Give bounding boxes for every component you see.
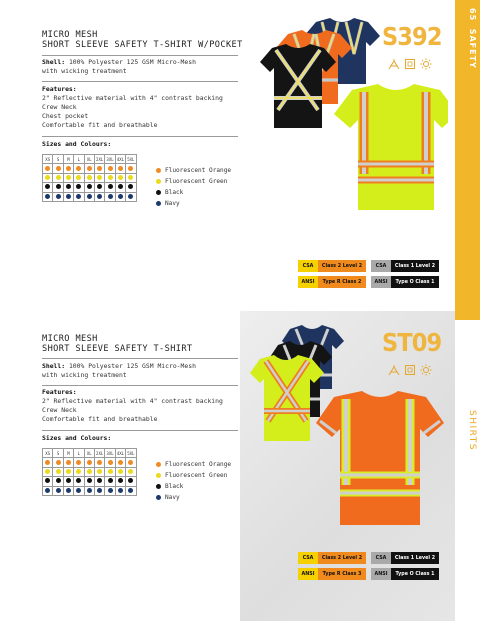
product-title-line1: MICRO MESH bbox=[42, 334, 98, 344]
colour-dot-icon bbox=[108, 184, 113, 189]
availability-cell bbox=[115, 467, 125, 476]
product-title-line2: SHORT SLEEVE SAFETY T-SHIRT bbox=[42, 344, 193, 354]
availability-cell bbox=[43, 173, 53, 182]
availability-cell bbox=[74, 173, 84, 182]
availability-cell bbox=[105, 458, 115, 467]
availability-cell bbox=[94, 467, 104, 476]
colour-dot-icon bbox=[156, 179, 161, 184]
colour-dot-icon bbox=[76, 488, 81, 493]
colour-dot-icon bbox=[128, 460, 133, 465]
colour-dot-icon bbox=[76, 460, 81, 465]
availability-cell bbox=[105, 164, 115, 173]
shell-line1: 100% Polyester 125 GSM Micro-Mesh bbox=[68, 58, 196, 66]
product-code: ST09 bbox=[382, 328, 442, 357]
availability-cell bbox=[84, 467, 94, 476]
availability-cell bbox=[74, 477, 84, 486]
legend-item bbox=[156, 198, 231, 209]
availability-cell bbox=[115, 183, 125, 192]
size-header-cell: M bbox=[63, 449, 73, 458]
colour-dot-icon bbox=[128, 469, 133, 474]
availability-cell bbox=[126, 192, 136, 201]
colour-dot-icon bbox=[66, 460, 71, 465]
legend-label: Black bbox=[165, 189, 184, 196]
colour-dot-icon bbox=[97, 184, 102, 189]
colour-dot-icon bbox=[108, 488, 113, 493]
colour-dot-icon bbox=[128, 175, 133, 180]
availability-cell bbox=[115, 164, 125, 173]
colour-dot-icon bbox=[108, 478, 113, 483]
colour-dot-icon bbox=[118, 478, 123, 483]
availability-cell bbox=[105, 467, 115, 476]
colour-row bbox=[43, 477, 137, 486]
availability-cell bbox=[115, 477, 125, 486]
availability-cell bbox=[126, 183, 136, 192]
availability-cell bbox=[63, 458, 73, 467]
availability-cell bbox=[115, 458, 125, 467]
size-header-cell: XL bbox=[84, 449, 94, 458]
feature-item: Comfortable fit and breathable bbox=[42, 121, 158, 129]
availability-cell bbox=[53, 173, 63, 182]
shell-line2: with wicking treatment bbox=[42, 67, 127, 75]
colour-dot-icon bbox=[97, 488, 102, 493]
availability-cell bbox=[53, 458, 63, 467]
colour-dot-icon bbox=[156, 201, 161, 206]
availability-cell bbox=[63, 486, 73, 495]
colour-dot-icon bbox=[108, 460, 113, 465]
colour-dot-icon bbox=[108, 469, 113, 474]
ansi-badge: ANSI Type O Class 1 bbox=[371, 276, 439, 288]
availability-cell bbox=[105, 173, 115, 182]
size-header-cell: L bbox=[74, 155, 84, 164]
availability-cell bbox=[115, 173, 125, 182]
size-header-cell: 5XL bbox=[126, 155, 136, 164]
product-section-s392 bbox=[0, 0, 455, 311]
availability-cell bbox=[94, 458, 104, 467]
colour-dot-icon bbox=[76, 175, 81, 180]
availability-cell bbox=[43, 458, 53, 467]
csa-badge: CSA Class 1 Level 2 bbox=[371, 552, 439, 564]
certification-badges bbox=[298, 260, 439, 292]
colour-dot-icon bbox=[56, 166, 61, 171]
colour-dot-icon bbox=[66, 478, 71, 483]
availability-cell bbox=[43, 164, 53, 173]
colour-dot-icon bbox=[66, 166, 71, 171]
divider bbox=[42, 81, 238, 82]
csa-badge: CSA Class 2 Level 2 bbox=[298, 552, 366, 564]
colour-dot-icon bbox=[56, 194, 61, 199]
features-label: Features: bbox=[42, 388, 77, 396]
sizes-label: Sizes and Colours: bbox=[42, 434, 112, 442]
availability-cell bbox=[74, 164, 84, 173]
size-header-cell: XL bbox=[84, 155, 94, 164]
colour-dot-icon bbox=[97, 175, 102, 180]
features-list bbox=[42, 388, 223, 424]
colour-dot-icon bbox=[56, 478, 61, 483]
sizes-heading bbox=[42, 434, 111, 443]
colour-row bbox=[43, 183, 137, 192]
colour-dot-icon bbox=[118, 460, 123, 465]
shell-description bbox=[42, 362, 196, 380]
availability-cell bbox=[63, 192, 73, 201]
size-header-cell: XS bbox=[43, 155, 53, 164]
colour-dot-icon bbox=[97, 469, 102, 474]
legend-label: Fluorescent Orange bbox=[165, 461, 232, 468]
availability-cell bbox=[84, 486, 94, 495]
colour-dot-icon bbox=[45, 194, 50, 199]
colour-dot-icon bbox=[128, 194, 133, 199]
colour-dot-icon bbox=[108, 166, 113, 171]
availability-cell bbox=[84, 164, 94, 173]
colour-dot-icon bbox=[97, 194, 102, 199]
size-header-cell: L bbox=[74, 449, 84, 458]
colour-dot-icon bbox=[66, 194, 71, 199]
availability-cell bbox=[94, 486, 104, 495]
availability-cell bbox=[115, 192, 125, 201]
colour-dot-icon bbox=[108, 194, 113, 199]
availability-cell bbox=[126, 486, 136, 495]
colour-dot-icon bbox=[66, 488, 71, 493]
availability-cell bbox=[84, 183, 94, 192]
size-header-cell: S bbox=[53, 155, 63, 164]
pocket-icon bbox=[404, 58, 416, 70]
ansi-badge: ANSI Type O Class 1 bbox=[371, 568, 439, 580]
availability-cell bbox=[74, 467, 84, 476]
colour-dot-icon bbox=[76, 469, 81, 474]
availability-cell bbox=[126, 458, 136, 467]
legend-label: Black bbox=[165, 483, 184, 490]
colour-dot-icon bbox=[45, 184, 50, 189]
colour-legend bbox=[156, 459, 231, 503]
availability-cell bbox=[43, 192, 53, 201]
pocket-icon bbox=[404, 364, 416, 376]
availability-cell bbox=[63, 164, 73, 173]
product-title-line2: SHORT SLEEVE SAFETY T-SHIRT W/POCKET bbox=[42, 40, 243, 50]
colour-dot-icon bbox=[66, 184, 71, 189]
legend-item bbox=[156, 470, 231, 481]
size-header-cell: 5XL bbox=[126, 449, 136, 458]
colour-dot-icon bbox=[118, 184, 123, 189]
availability-cell bbox=[53, 192, 63, 201]
colour-dot-icon bbox=[128, 166, 133, 171]
availability-cell bbox=[53, 164, 63, 173]
colour-dot-icon bbox=[76, 194, 81, 199]
colour-dot-icon bbox=[128, 184, 133, 189]
colour-dot-icon bbox=[118, 488, 123, 493]
colour-dot-icon bbox=[156, 190, 161, 195]
availability-cell bbox=[105, 183, 115, 192]
colour-dot-icon bbox=[56, 184, 61, 189]
fluorescent-orange-shirt-image bbox=[316, 391, 444, 525]
colour-row bbox=[43, 192, 137, 201]
colour-dot-icon bbox=[108, 175, 113, 180]
sun-icon bbox=[420, 364, 432, 376]
sizes-label: Sizes and Colours: bbox=[42, 140, 112, 148]
size-header-cell: 2XL bbox=[94, 449, 104, 458]
divider bbox=[42, 358, 238, 359]
availability-cell bbox=[126, 477, 136, 486]
availability-cell bbox=[53, 183, 63, 192]
availability-cell bbox=[115, 486, 125, 495]
colour-dot-icon bbox=[76, 166, 81, 171]
side-top-label: SAFETY bbox=[468, 28, 477, 69]
legend-item bbox=[156, 459, 231, 470]
feature-item: Comfortable fit and breathable bbox=[42, 415, 158, 423]
availability-cell bbox=[94, 477, 104, 486]
colour-dot-icon bbox=[118, 194, 123, 199]
breathable-icon bbox=[388, 364, 400, 376]
fluorescent-green-shirt-image bbox=[334, 84, 448, 210]
divider bbox=[42, 430, 238, 431]
legend-label: Fluorescent Green bbox=[165, 178, 228, 185]
legend-label: Fluorescent Green bbox=[165, 472, 228, 479]
product-section-st09 bbox=[0, 311, 455, 621]
legend-item bbox=[156, 165, 231, 176]
csa-badge: CSA Class 1 Level 2 bbox=[371, 260, 439, 272]
availability-cell bbox=[126, 164, 136, 173]
availability-cell bbox=[63, 467, 73, 476]
feature-item: 2" Reflective material with 4" contrast backing bbox=[42, 94, 223, 102]
certification-badges bbox=[298, 552, 439, 584]
feature-item: Crew Neck bbox=[42, 103, 77, 111]
colour-dot-icon bbox=[128, 478, 133, 483]
sun-icon bbox=[420, 58, 432, 70]
breathable-icon bbox=[388, 58, 400, 70]
availability-cell bbox=[53, 467, 63, 476]
legend-label: Navy bbox=[165, 200, 180, 207]
size-header-cell: 4XL bbox=[115, 449, 125, 458]
colour-dot-icon bbox=[156, 462, 161, 467]
colour-dot-icon bbox=[156, 473, 161, 478]
colour-dot-icon bbox=[45, 166, 50, 171]
feature-icons bbox=[388, 364, 432, 376]
availability-cell bbox=[53, 477, 63, 486]
colour-dot-icon bbox=[156, 495, 161, 500]
colour-dot-icon bbox=[97, 166, 102, 171]
availability-cell bbox=[43, 467, 53, 476]
colour-dot-icon bbox=[156, 484, 161, 489]
colour-dot-icon bbox=[45, 175, 50, 180]
availability-cell bbox=[84, 173, 94, 182]
availability-cell bbox=[74, 192, 84, 201]
availability-cell bbox=[74, 458, 84, 467]
legend-item bbox=[156, 176, 231, 187]
colour-dot-icon bbox=[87, 175, 92, 180]
shell-label: Shell: bbox=[42, 58, 66, 66]
colour-dot-icon bbox=[45, 488, 50, 493]
availability-cell bbox=[63, 183, 73, 192]
availability-cell bbox=[43, 477, 53, 486]
availability-cell bbox=[105, 477, 115, 486]
colour-dot-icon bbox=[76, 184, 81, 189]
colour-dot-icon bbox=[45, 469, 50, 474]
availability-cell bbox=[74, 183, 84, 192]
colour-dot-icon bbox=[66, 469, 71, 474]
colour-dot-icon bbox=[87, 488, 92, 493]
ansi-badge: ANSI Type R Class 3 bbox=[298, 568, 366, 580]
colour-dot-icon bbox=[56, 175, 61, 180]
availability-cell bbox=[126, 173, 136, 182]
legend-item bbox=[156, 481, 231, 492]
page-number: 65 bbox=[468, 8, 477, 22]
availability-cell bbox=[84, 477, 94, 486]
availability-cell bbox=[105, 192, 115, 201]
legend-item bbox=[156, 187, 231, 198]
divider bbox=[42, 136, 238, 137]
colour-dot-icon bbox=[76, 478, 81, 483]
colour-row bbox=[43, 467, 137, 476]
size-header-cell: 2XL bbox=[94, 155, 104, 164]
colour-row bbox=[43, 458, 137, 467]
colour-row bbox=[43, 486, 137, 495]
colour-row bbox=[43, 164, 137, 173]
csa-badge: CSA Class 2 Level 2 bbox=[298, 260, 366, 272]
availability-cell bbox=[94, 173, 104, 182]
size-header-cell: 3XL bbox=[105, 155, 115, 164]
size-header-cell: M bbox=[63, 155, 73, 164]
availability-cell bbox=[43, 486, 53, 495]
colour-dot-icon bbox=[87, 460, 92, 465]
colour-dot-icon bbox=[87, 166, 92, 171]
availability-cell bbox=[63, 173, 73, 182]
size-header-cell: XS bbox=[43, 449, 53, 458]
shell-line1: 100% Polyester 125 GSM Micro-Mesh bbox=[68, 362, 196, 370]
colour-dot-icon bbox=[45, 478, 50, 483]
availability-cell bbox=[126, 467, 136, 476]
side-category-label: SHIRTS bbox=[467, 410, 477, 451]
product-title bbox=[42, 30, 243, 50]
colour-dot-icon bbox=[128, 488, 133, 493]
availability-cell bbox=[74, 486, 84, 495]
availability-cell bbox=[94, 183, 104, 192]
colour-dot-icon bbox=[56, 488, 61, 493]
colour-dot-icon bbox=[87, 478, 92, 483]
product-title bbox=[42, 334, 193, 354]
colour-dot-icon bbox=[56, 460, 61, 465]
size-header-cell: 3XL bbox=[105, 449, 115, 458]
feature-item: 2" Reflective material with 4" contrast backing bbox=[42, 397, 223, 405]
colour-dot-icon bbox=[56, 469, 61, 474]
size-colour-table bbox=[42, 154, 137, 202]
side-page-label bbox=[459, 8, 477, 69]
legend-label: Fluorescent Orange bbox=[165, 167, 232, 174]
availability-cell bbox=[84, 458, 94, 467]
features-list bbox=[42, 85, 223, 130]
feature-item: Chest pocket bbox=[42, 112, 89, 120]
colour-row bbox=[43, 173, 137, 182]
colour-legend bbox=[156, 165, 231, 209]
availability-cell bbox=[94, 164, 104, 173]
legend-label: Navy bbox=[165, 494, 180, 501]
sizes-heading bbox=[42, 140, 111, 149]
colour-dot-icon bbox=[97, 460, 102, 465]
feature-icons bbox=[388, 58, 432, 70]
colour-dot-icon bbox=[87, 184, 92, 189]
size-header-cell: 4XL bbox=[115, 155, 125, 164]
size-colour-table bbox=[42, 448, 137, 496]
colour-dot-icon bbox=[87, 194, 92, 199]
legend-item bbox=[156, 492, 231, 503]
shell-line2: with wicking treatment bbox=[42, 371, 127, 379]
colour-dot-icon bbox=[118, 166, 123, 171]
colour-dot-icon bbox=[97, 478, 102, 483]
availability-cell bbox=[43, 183, 53, 192]
colour-dot-icon bbox=[118, 469, 123, 474]
colour-dot-icon bbox=[118, 175, 123, 180]
availability-cell bbox=[53, 486, 63, 495]
availability-cell bbox=[84, 192, 94, 201]
ansi-badge: ANSI Type R Class 2 bbox=[298, 276, 366, 288]
shell-label: Shell: bbox=[42, 362, 66, 370]
colour-dot-icon bbox=[156, 168, 161, 173]
colour-dot-icon bbox=[45, 460, 50, 465]
shell-description bbox=[42, 58, 196, 76]
product-title-line1: MICRO MESH bbox=[42, 30, 98, 40]
feature-item: Crew Neck bbox=[42, 406, 77, 414]
size-header-cell: S bbox=[53, 449, 63, 458]
availability-cell bbox=[63, 477, 73, 486]
colour-dot-icon bbox=[66, 175, 71, 180]
availability-cell bbox=[94, 192, 104, 201]
divider bbox=[42, 55, 238, 56]
divider bbox=[42, 385, 238, 386]
features-label: Features: bbox=[42, 85, 77, 93]
availability-cell bbox=[105, 486, 115, 495]
colour-dot-icon bbox=[87, 469, 92, 474]
product-code: S392 bbox=[382, 22, 442, 51]
